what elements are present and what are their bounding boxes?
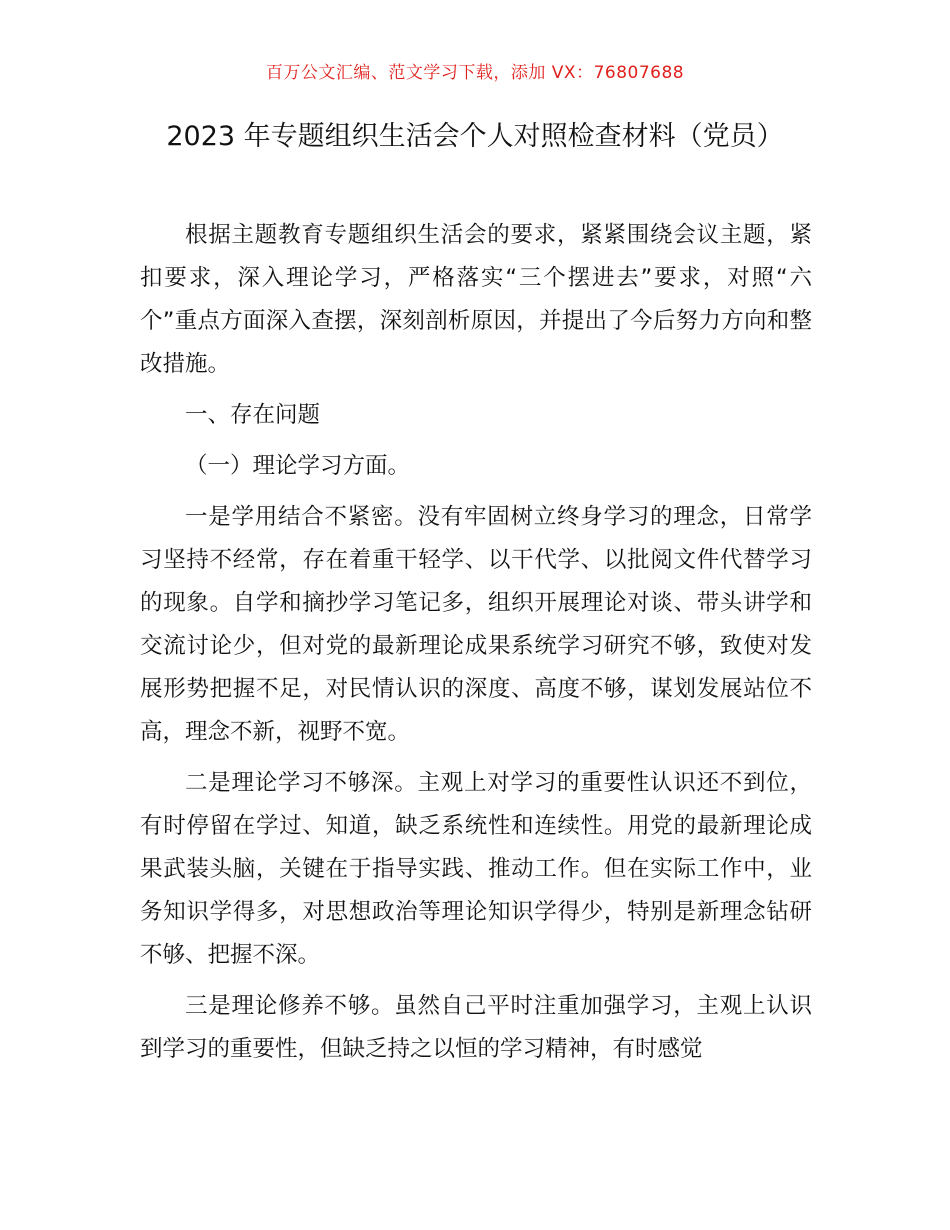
section-heading: 一、存在问题 bbox=[185, 402, 321, 428]
subsection-heading: （一）理论学习方面。 bbox=[185, 453, 411, 479]
intro-paragraph: 根据主题教育专题组织生活会的要求，紧紧围绕会议主题，紧扣要求，深入理论学习，严格落实“三个摆进去”要求，对照“六个”重点方面深入查摆，深刻剖析原因，并提出了今后努力方向和整改措施。 bbox=[140, 222, 812, 377]
issue-paragraph-1: 一是学用结合不紧密。没有牢固树立终身学习的理念，日常学习坚持不经常，存在着重干轻学、以干代学、以批阅文件代替学习的现象。自学和摘抄学习笔记多，组织开展理论对谈、带头讲学和交流讨论少，但对党的最新理论成果系统学习研究不够，致使对发展形势把握不足，对民情认识的深度、高度不够，谋划发展站位不高，理念不新，视野不宽。 bbox=[140, 504, 812, 745]
document-body bbox=[140, 214, 812, 1079]
document-title: 2023 年专题组织生活会个人对照检查材料（党员） bbox=[166, 121, 784, 152]
header-watermark-note: 百万公文汇编、范文学习下载，添加 VX：76807688 bbox=[265, 63, 685, 83]
issue-paragraph-3: 三是理论修养不够。虽然自己平时注重加强学习，主观上认识到学习的重要性，但缺乏持之以恒的学习精神，有时感觉 bbox=[140, 993, 812, 1062]
issue-paragraph-2: 二是理论学习不够深。主观上对学习的重要性认识还不到位，有时停留在学过、知道，缺乏系统性和连续性。用党的最新理论成果武装头脑，关键在于指导实践、推动工作。但在实际工作中，业务知识学得多，对思想政治等理论知识学得少，特别是新理念钻研不够、把握不深。 bbox=[140, 770, 812, 968]
